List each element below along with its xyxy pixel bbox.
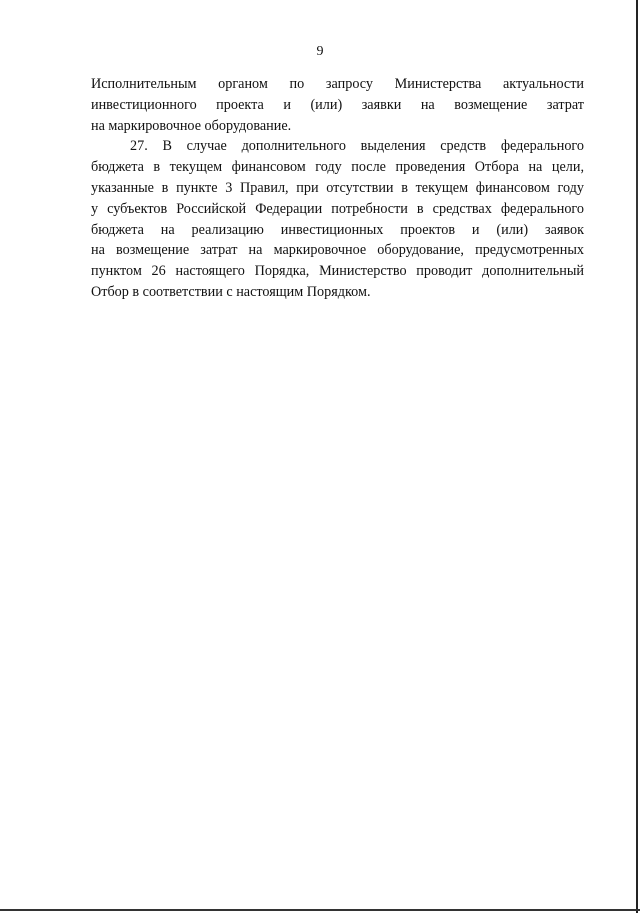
scan-border-bottom (0, 909, 640, 911)
text-line: на возмещение затрат на маркировочное оборудование, предусмотренных (91, 242, 584, 259)
scan-border-right (636, 0, 638, 913)
text-line: пунктом 26 настоящего Порядка, Министерство проводит дополнительный (91, 263, 584, 280)
text-line: на маркировочное оборудование. (91, 117, 292, 134)
text-line: указанные в пункте 3 Правил, при отсутствии в текущем финансовом году (91, 179, 584, 196)
document-body (91, 74, 584, 303)
text-line: 27. В случае дополнительного выделения средств федерального (130, 138, 584, 155)
page-number: 9 (316, 44, 324, 59)
text-line: бюджета на реализацию инвестиционных проектов и (или) заявок (91, 221, 584, 238)
paragraph-continuation (91, 74, 584, 136)
text-line: у субъектов Российской Федерации потребности в средствах федерального (91, 200, 584, 217)
text-line: бюджета в текущем финансовом году после проведения Отбора на цели, (91, 159, 584, 176)
text-line: инвестиционного проекта и (или) заявки на возмещение затрат (91, 96, 584, 113)
text-line: Исполнительным органом по запросу Министерства актуальности (91, 76, 584, 92)
paragraph-27 (91, 136, 584, 302)
text-line: Отбор в соответствии с настоящим Порядком. (91, 283, 371, 300)
